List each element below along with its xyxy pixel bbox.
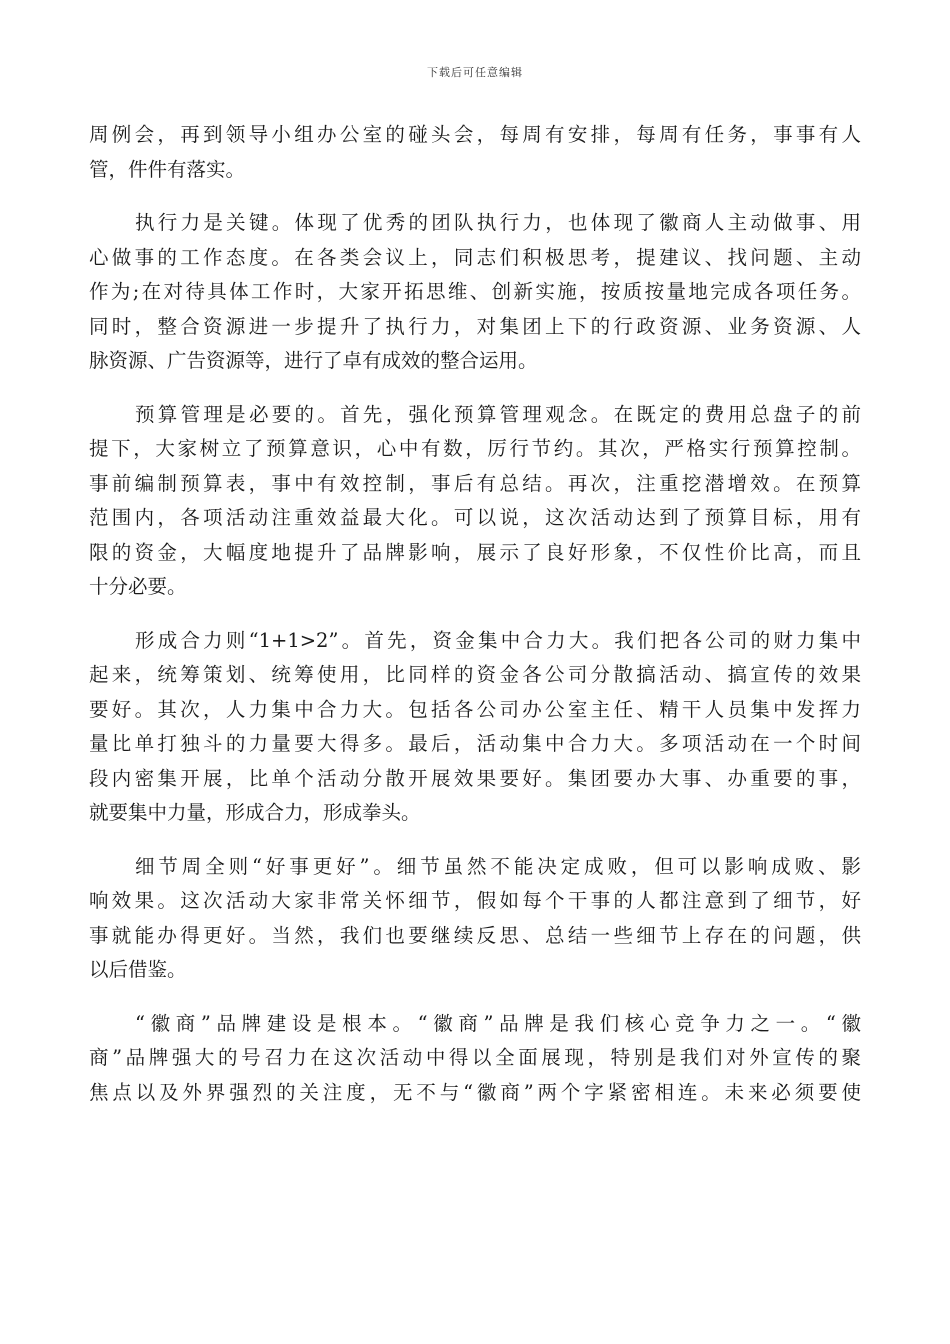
text-line: 提下，大家树立了预算意识，心中有数，厉行节约。其次，严格实行预算控制。 <box>89 437 861 460</box>
text-line: 段内密集开展，比单个活动分散开展效果要好。集团要办大事、办重要的事， <box>89 766 861 790</box>
text-line: 心做事的工作态度。在各类会议上，同志们积极思考，提建议、找问题、主动 <box>89 245 861 269</box>
text-line: 要好。其次，人力集中合力大。包括各公司办公室主任、精干人员集中发挥力 <box>89 697 861 721</box>
paragraph-synergy <box>89 624 861 831</box>
text-line: 量比单打独斗的力量要大得多。最后，活动集中合力大。多项活动在一个时间 <box>89 732 861 755</box>
text-line: 事就能办得更好。当然，我们也要继续反思、总结一些细节上存在的问题，供 <box>89 923 861 947</box>
text-line: 周例会，再到领导小组办公室的碰头会，每周有安排，每周有任务，事事有人 <box>89 123 861 146</box>
text-line: 脉资源、广告资源等，进行了卓有成效的整合运用。 <box>89 349 538 372</box>
text-line: 形成合力则“1+1>2”。首先，资金集中合力大。我们把各公司的财力集中 <box>135 628 861 652</box>
text-line: 起来，统筹策划、统筹使用，比同样的资金各公司分散搞活动、搞宣传的效果 <box>89 663 861 686</box>
text-line: 同时，整合资源进一步提升了执行力，对集团上下的行政资源、业务资源、人 <box>89 314 861 338</box>
paragraph-execution <box>89 206 861 379</box>
text-line: 作为;在对待具体工作时，大家开拓思维、创新实施，按质按量地完成各项任务。 <box>89 280 861 303</box>
text-line: 以后借鉴。 <box>89 958 187 981</box>
paragraph-brand <box>89 1007 861 1111</box>
text-line: 就要集中力量，形成合力，形成拳头。 <box>89 801 421 824</box>
document-body <box>89 118 861 1129</box>
text-line: 限的资金，大幅度地提升了品牌影响，展示了良好形象，不仅性价比高，而且 <box>89 540 861 564</box>
text-line: 执行力是关键。体现了优秀的团队执行力，也体现了徽商人主动做事、用 <box>135 211 861 234</box>
text-line: 响效果。这次活动大家非常关怀细节，假如每个干事的人都注意到了细节，好 <box>89 889 861 912</box>
paragraph-meeting-continuation <box>89 118 861 187</box>
text-line: 商”品牌强大的号召力在这次活动中得以全面展现，特别是我们对外宣传的聚 <box>89 1046 861 1069</box>
text-line: “徽商”品牌建设是根本。“徽商”品牌是我们核心竞争力之一。“徽 <box>135 1011 861 1035</box>
text-line: 十分必要。 <box>89 575 187 598</box>
text-line: 事前编制预算表，事中有效控制，事后有总结。再次，注重挖潜增效。在预算 <box>89 471 861 495</box>
text-line: 焦点以及外界强烈的关注度，无不与“徽商”两个字紧密相连。未来必须要使 <box>89 1080 861 1104</box>
text-line: 管，件件有落实。 <box>89 157 246 181</box>
text-line: 预算管理是必要的。首先，强化预算管理观念。在既定的费用总盘子的前 <box>135 402 861 426</box>
paragraph-details <box>89 850 861 988</box>
page-header: 下载后可任意编辑 <box>427 66 523 79</box>
text-line: 范围内，各项活动注重效益最大化。可以说，这次活动达到了预算目标，用有 <box>89 506 861 529</box>
paragraph-budget <box>89 398 861 605</box>
text-line: 细节周全则“好事更好”。细节虽然不能决定成败，但可以影响成败、影 <box>135 854 861 878</box>
